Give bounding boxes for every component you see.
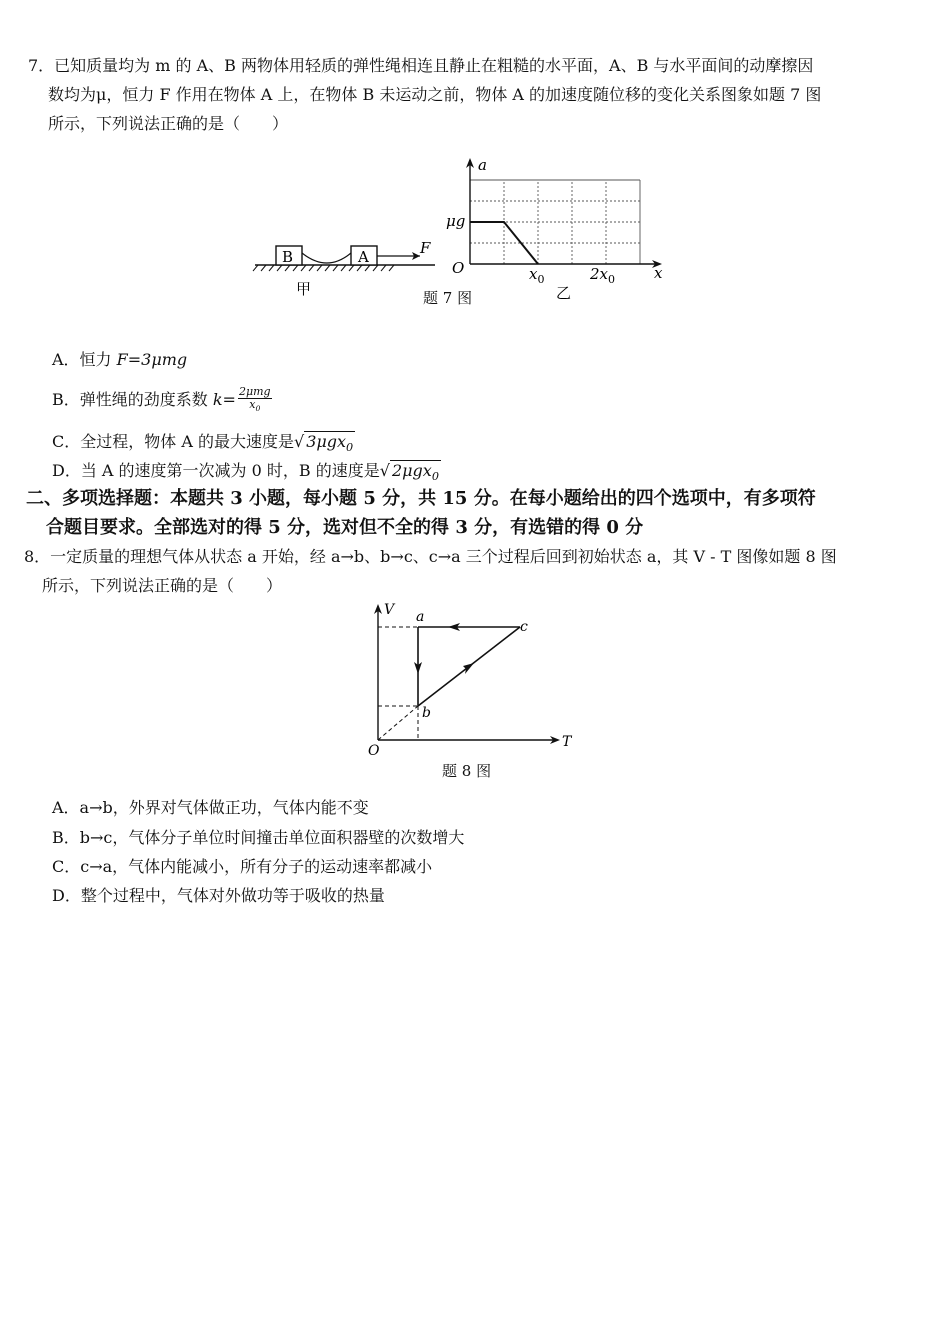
figure-jia-caption: 甲 (296, 280, 312, 298)
q7-option-c-text: C．全过程，物体 A 的最大速度是 (52, 432, 294, 451)
arrow-b-to-c (463, 663, 474, 674)
block-a-label: A (358, 248, 369, 266)
q7-stem-line2: 数均为μ，恒力 F 作用在物体 A 上，在物体 B 未运动之前，物体 A 的加速度随位移的变化关系图象如题 7 图 (48, 85, 822, 104)
x-tick-x0: $x_0$ (529, 265, 545, 286)
q7-option-d-sqrt: √ 2μgx$_0$ (379, 461, 439, 484)
q7-option-b (52, 386, 272, 415)
origin-label: O (452, 259, 465, 277)
q8-option-c: C．c→a，气体内能减小，所有分子的运动速率都减小 (52, 857, 433, 876)
y-tick-mug: μg (446, 212, 466, 230)
figure-yi-caption: 乙 (556, 284, 572, 302)
q8-figure-caption: 题 8 图 (442, 762, 492, 780)
q8-stem-line2: 所示，下列说法正确的是（ ） (42, 576, 283, 595)
point-a-label: a (416, 609, 425, 625)
q8-option-b: B．b→c，气体分子单位时间撞击单位面积器壁的次数增大 (52, 828, 465, 847)
elastic-cord (302, 253, 351, 263)
q7-option-a-text: A．恒力 (52, 350, 117, 369)
q8-stem-line1: 8．一定质量的理想气体从状态 a 开始，经 a→b、b→c、c→a 三个过程后回到初始状态 a，其 V - T 图像如题 8 图 (24, 547, 837, 566)
dashed-origin-to-b (378, 706, 418, 740)
q7-figure-yi (440, 150, 680, 300)
y-axis-label: a (478, 156, 487, 174)
q7-option-d-radicand: 2μgx$_0$ (391, 461, 439, 484)
q8-option-d: D．整个过程中，气体对外做功等于吸收的热量 (52, 886, 385, 905)
point-c-label: c (520, 619, 528, 635)
x-axis-label: x (654, 264, 663, 282)
q7-option-a-expr: F=3μmg (116, 350, 188, 369)
q7-option-c (52, 431, 355, 459)
q7-option-b-numerator: 2μmg (238, 385, 271, 398)
q7-option-c-radicand: 3μgx$_0$ (306, 432, 354, 455)
q7-figure-jia (250, 235, 440, 305)
q7-option-b-denominator: $x_0$ (249, 398, 261, 414)
q8-figure (360, 598, 590, 758)
block-b-label: B (282, 248, 294, 266)
q7-stem-line1: 7．已知质量均为 m 的 A、B 两物体用轻质的弹性绳相连且静止在粗糙的水平面，A、B 与水平面间的动摩擦因 (28, 56, 814, 75)
x-tick-2x0: $2x_0$ (590, 265, 616, 286)
point-b-label: b (422, 705, 431, 721)
q7-option-b-k: k= (212, 390, 236, 410)
origin-label: O (368, 743, 380, 759)
section2-heading-line2: 合题目要求。全部选对的得 5 分，选对但不全的得 3 分，有选错的得 0 分 (46, 517, 644, 538)
q7-stem-line3: 所示，下列说法正确的是（ ） (48, 114, 289, 133)
section2-heading-line1: 二、多项选择题：本题共 3 小题，每小题 5 分，共 15 分。在每小题给出的四个选项中，有多项符 (26, 488, 816, 509)
q7-option-d (52, 460, 441, 488)
q7-option-d-text: D．当 A 的速度第一次减为 0 时，B 的速度是 (52, 461, 380, 480)
v-axis-label: V (384, 602, 395, 618)
q7-option-b-fraction (238, 386, 272, 415)
q8-option-a: A．a→b，外界对气体做正功，气体内能不变 (52, 798, 369, 817)
q7-option-b-text: B．弹性绳的劲度系数 (52, 390, 213, 410)
q7-option-c-sqrt: √ 3μgx$_0$ (293, 432, 354, 455)
t-axis-label: T (562, 734, 572, 750)
q7-figure-caption: 题 7 图 (423, 289, 473, 307)
force-label: F (420, 239, 431, 257)
q7-option-a (52, 349, 187, 371)
